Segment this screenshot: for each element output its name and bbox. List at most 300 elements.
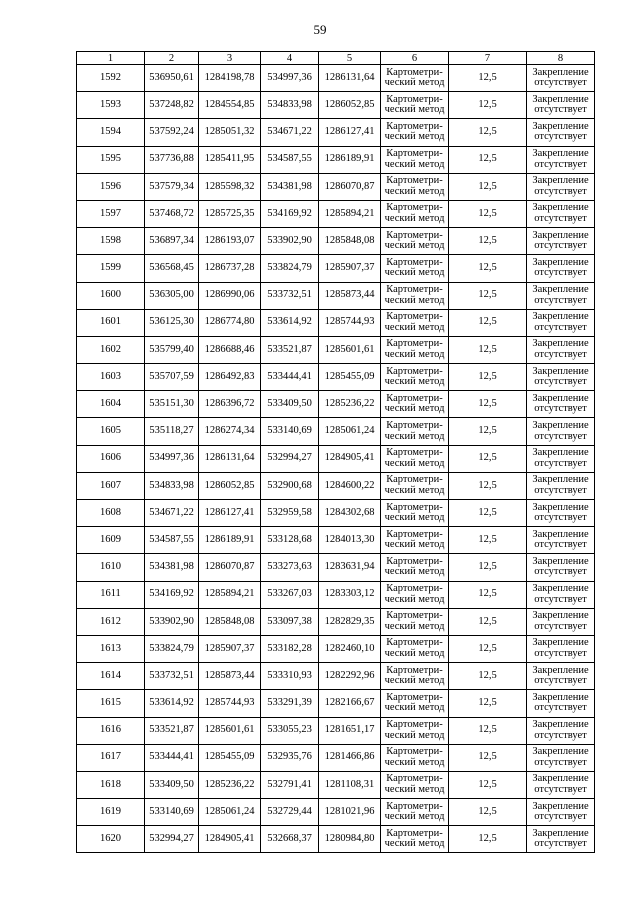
fixation-line: Закрепление bbox=[532, 746, 589, 758]
x2-cell: 534587,55 bbox=[261, 146, 319, 173]
method-line: Картометри- bbox=[386, 555, 443, 567]
fixation-line: Закрепление bbox=[532, 419, 589, 431]
method-line: Картометри- bbox=[386, 800, 443, 812]
method-line: Картометри- bbox=[386, 827, 443, 839]
point-number-cell: 1609 bbox=[77, 527, 145, 554]
accuracy-cell: 12,5 bbox=[449, 472, 527, 499]
accuracy-cell: 12,5 bbox=[449, 282, 527, 309]
y1-cell: 1286774,80 bbox=[199, 309, 261, 336]
fixation-cell bbox=[527, 173, 595, 200]
fixation-cell bbox=[527, 336, 595, 363]
fixation-line: Закрепление bbox=[532, 392, 589, 404]
fixation-line: отсутствует bbox=[534, 213, 587, 225]
x1-cell: 536568,45 bbox=[145, 255, 199, 282]
y1-cell: 1285894,21 bbox=[199, 581, 261, 608]
x1-cell: 537579,34 bbox=[145, 173, 199, 200]
fixation-line: отсутствует bbox=[534, 430, 587, 442]
fixation-cell bbox=[527, 65, 595, 92]
x1-cell: 535151,30 bbox=[145, 391, 199, 418]
x1-cell: 535118,27 bbox=[145, 418, 199, 445]
column-header: 2 bbox=[145, 52, 199, 65]
fixation-cell bbox=[527, 717, 595, 744]
accuracy-cell: 12,5 bbox=[449, 581, 527, 608]
y1-cell: 1286688,46 bbox=[199, 336, 261, 363]
fixation-line: Закрепление bbox=[532, 528, 589, 540]
method-line: ческий метод bbox=[384, 811, 445, 823]
x1-cell: 536125,30 bbox=[145, 309, 199, 336]
table-row bbox=[77, 228, 595, 255]
method-cell bbox=[381, 717, 449, 744]
y2-cell: 1286189,91 bbox=[319, 146, 381, 173]
y2-cell: 1285894,21 bbox=[319, 200, 381, 227]
point-number-cell: 1605 bbox=[77, 418, 145, 445]
point-number-cell: 1598 bbox=[77, 228, 145, 255]
table-row bbox=[77, 309, 595, 336]
fixation-line: отсутствует bbox=[534, 104, 587, 116]
method-cell bbox=[381, 771, 449, 798]
method-line: Картометри- bbox=[386, 175, 443, 187]
accuracy-cell: 12,5 bbox=[449, 826, 527, 853]
x2-cell: 532900,68 bbox=[261, 472, 319, 499]
fixation-line: отсутствует bbox=[534, 131, 587, 143]
table-row bbox=[77, 418, 595, 445]
method-line: ческий метод bbox=[384, 729, 445, 741]
y2-cell: 1282166,67 bbox=[319, 690, 381, 717]
table-row bbox=[77, 391, 595, 418]
fixation-line: отсутствует bbox=[534, 158, 587, 170]
x1-cell: 533902,90 bbox=[145, 608, 199, 635]
fixation-line: Закрепление bbox=[532, 583, 589, 595]
table-row bbox=[77, 282, 595, 309]
fixation-line: Закрепление bbox=[532, 311, 589, 323]
x2-cell: 532668,37 bbox=[261, 826, 319, 853]
table-row bbox=[77, 364, 595, 391]
fixation-line: отсутствует bbox=[534, 376, 587, 388]
table-row bbox=[77, 826, 595, 853]
method-line: ческий метод bbox=[384, 539, 445, 551]
y1-cell: 1286990,06 bbox=[199, 282, 261, 309]
fixation-line: Закрепление bbox=[532, 148, 589, 160]
column-header: 1 bbox=[77, 52, 145, 65]
point-number-cell: 1610 bbox=[77, 554, 145, 581]
method-cell bbox=[381, 255, 449, 282]
fixation-line: отсутствует bbox=[534, 321, 587, 333]
table-row bbox=[77, 635, 595, 662]
accuracy-cell: 12,5 bbox=[449, 92, 527, 119]
x2-cell: 533097,38 bbox=[261, 608, 319, 635]
y2-cell: 1281466,86 bbox=[319, 744, 381, 771]
accuracy-cell: 12,5 bbox=[449, 527, 527, 554]
accuracy-cell: 12,5 bbox=[449, 228, 527, 255]
fixation-cell bbox=[527, 799, 595, 826]
y2-cell: 1286131,64 bbox=[319, 65, 381, 92]
x1-cell: 534671,22 bbox=[145, 500, 199, 527]
column-header: 6 bbox=[381, 52, 449, 65]
fixation-cell bbox=[527, 663, 595, 690]
fixation-cell bbox=[527, 391, 595, 418]
y1-cell: 1286189,91 bbox=[199, 527, 261, 554]
method-line: ческий метод bbox=[384, 648, 445, 660]
x2-cell: 534671,22 bbox=[261, 119, 319, 146]
table-row bbox=[77, 717, 595, 744]
table-row bbox=[77, 336, 595, 363]
method-line: Картометри- bbox=[386, 392, 443, 404]
x1-cell: 533409,50 bbox=[145, 771, 199, 798]
y2-cell: 1285061,24 bbox=[319, 418, 381, 445]
method-cell bbox=[381, 554, 449, 581]
method-line: Картометри- bbox=[386, 202, 443, 214]
method-line: Картометри- bbox=[386, 664, 443, 676]
fixation-line: отсутствует bbox=[534, 620, 587, 632]
fixation-cell bbox=[527, 771, 595, 798]
y2-cell: 1283303,12 bbox=[319, 581, 381, 608]
method-line: ческий метод bbox=[384, 294, 445, 306]
method-line: ческий метод bbox=[384, 77, 445, 89]
accuracy-cell: 12,5 bbox=[449, 418, 527, 445]
column-header: 5 bbox=[319, 52, 381, 65]
fixation-line: отсутствует bbox=[534, 294, 587, 306]
method-cell bbox=[381, 336, 449, 363]
fixation-line: отсутствует bbox=[534, 185, 587, 197]
fixation-line: Закрепление bbox=[532, 256, 589, 268]
fixation-line: Закрепление bbox=[532, 773, 589, 785]
y2-cell: 1281651,17 bbox=[319, 717, 381, 744]
method-line: ческий метод bbox=[384, 756, 445, 768]
y1-cell: 1285455,09 bbox=[199, 744, 261, 771]
fixation-line: Закрепление bbox=[532, 637, 589, 649]
y2-cell: 1282292,96 bbox=[319, 663, 381, 690]
method-line: Картометри- bbox=[386, 501, 443, 513]
table-row bbox=[77, 608, 595, 635]
fixation-line: Закрепление bbox=[532, 691, 589, 703]
x1-cell: 537592,24 bbox=[145, 119, 199, 146]
method-line: ческий метод bbox=[384, 104, 445, 116]
y2-cell: 1284600,22 bbox=[319, 472, 381, 499]
table-row bbox=[77, 663, 595, 690]
y2-cell: 1280984,80 bbox=[319, 826, 381, 853]
table-row bbox=[77, 255, 595, 282]
point-number-cell: 1594 bbox=[77, 119, 145, 146]
x2-cell: 533128,68 bbox=[261, 527, 319, 554]
method-line: ческий метод bbox=[384, 838, 445, 850]
accuracy-cell: 12,5 bbox=[449, 717, 527, 744]
x1-cell: 534587,55 bbox=[145, 527, 199, 554]
fixation-cell bbox=[527, 500, 595, 527]
table-body bbox=[77, 65, 595, 853]
column-header: 4 bbox=[261, 52, 319, 65]
table-row bbox=[77, 92, 595, 119]
page-number: 59 bbox=[313, 22, 327, 37]
fixation-line: отсутствует bbox=[534, 240, 587, 252]
table-row bbox=[77, 472, 595, 499]
method-line: Картометри- bbox=[386, 773, 443, 785]
point-number-cell: 1597 bbox=[77, 200, 145, 227]
column-header: 3 bbox=[199, 52, 261, 65]
x1-cell: 537248,82 bbox=[145, 92, 199, 119]
method-line: ческий метод bbox=[384, 566, 445, 578]
fixation-line: Закрепление bbox=[532, 284, 589, 295]
accuracy-cell: 12,5 bbox=[449, 771, 527, 798]
y1-cell: 1285236,22 bbox=[199, 771, 261, 798]
point-number-cell: 1600 bbox=[77, 282, 145, 309]
fixation-cell bbox=[527, 418, 595, 445]
table-row bbox=[77, 200, 595, 227]
method-cell bbox=[381, 608, 449, 635]
fixation-line: отсутствует bbox=[534, 566, 587, 578]
method-line: Картометри- bbox=[386, 691, 443, 703]
method-cell bbox=[381, 826, 449, 853]
accuracy-cell: 12,5 bbox=[449, 173, 527, 200]
method-cell bbox=[381, 309, 449, 336]
fixation-line: Закрепление bbox=[532, 827, 589, 839]
method-line: Картометри- bbox=[386, 120, 443, 132]
y1-cell: 1286052,85 bbox=[199, 472, 261, 499]
y1-cell: 1286131,64 bbox=[199, 445, 261, 472]
fixation-line: отсутствует bbox=[534, 783, 587, 795]
method-line: Картометри- bbox=[386, 256, 443, 268]
y2-cell: 1286070,87 bbox=[319, 173, 381, 200]
method-line: ческий метод bbox=[384, 376, 445, 388]
method-line: Картометри- bbox=[386, 474, 443, 486]
y2-cell: 1285873,44 bbox=[319, 282, 381, 309]
accuracy-cell: 12,5 bbox=[449, 336, 527, 363]
method-cell bbox=[381, 228, 449, 255]
x2-cell: 532935,76 bbox=[261, 744, 319, 771]
point-number-cell: 1606 bbox=[77, 445, 145, 472]
fixation-line: отсутствует bbox=[534, 539, 587, 551]
x1-cell: 533444,41 bbox=[145, 744, 199, 771]
x1-cell: 536950,61 bbox=[145, 65, 199, 92]
y2-cell: 1285236,22 bbox=[319, 391, 381, 418]
x2-cell: 533291,39 bbox=[261, 690, 319, 717]
point-number-cell: 1612 bbox=[77, 608, 145, 635]
table-row bbox=[77, 581, 595, 608]
y2-cell: 1284905,41 bbox=[319, 445, 381, 472]
method-line: Картометри- bbox=[386, 528, 443, 540]
fixation-line: Закрепление bbox=[532, 120, 589, 132]
method-line: ческий метод bbox=[384, 158, 445, 170]
x2-cell: 533614,92 bbox=[261, 309, 319, 336]
method-line: ческий метод bbox=[384, 430, 445, 442]
x1-cell: 533140,69 bbox=[145, 799, 199, 826]
y1-cell: 1285061,24 bbox=[199, 799, 261, 826]
fixation-line: отсутствует bbox=[534, 348, 587, 360]
x2-cell: 533140,69 bbox=[261, 418, 319, 445]
point-number-cell: 1601 bbox=[77, 309, 145, 336]
y2-cell: 1283631,94 bbox=[319, 554, 381, 581]
table-row bbox=[77, 65, 595, 92]
x2-cell: 533444,41 bbox=[261, 364, 319, 391]
method-line: ческий метод bbox=[384, 403, 445, 415]
fixation-cell bbox=[527, 744, 595, 771]
method-cell bbox=[381, 282, 449, 309]
table-row bbox=[77, 445, 595, 472]
y2-cell: 1282460,10 bbox=[319, 635, 381, 662]
fixation-line: Закрепление bbox=[532, 365, 589, 377]
method-line: ческий метод bbox=[384, 457, 445, 469]
x2-cell: 532959,58 bbox=[261, 500, 319, 527]
x2-cell: 532791,41 bbox=[261, 771, 319, 798]
y2-cell: 1286127,41 bbox=[319, 119, 381, 146]
fixation-line: Закрепление bbox=[532, 338, 589, 350]
y2-cell: 1285744,93 bbox=[319, 309, 381, 336]
y1-cell: 1285848,08 bbox=[199, 608, 261, 635]
header-row bbox=[77, 52, 595, 65]
x2-cell: 533824,79 bbox=[261, 255, 319, 282]
accuracy-cell: 12,5 bbox=[449, 744, 527, 771]
y2-cell: 1285601,61 bbox=[319, 336, 381, 363]
x1-cell: 534169,92 bbox=[145, 581, 199, 608]
accuracy-cell: 12,5 bbox=[449, 65, 527, 92]
method-cell bbox=[381, 472, 449, 499]
fixation-line: отсутствует bbox=[534, 811, 587, 823]
x1-cell: 535707,59 bbox=[145, 364, 199, 391]
accuracy-cell: 12,5 bbox=[449, 255, 527, 282]
fixation-cell bbox=[527, 364, 595, 391]
point-number-cell: 1604 bbox=[77, 391, 145, 418]
y1-cell: 1284554,85 bbox=[199, 92, 261, 119]
fixation-cell bbox=[527, 445, 595, 472]
method-line: ческий метод bbox=[384, 185, 445, 197]
table-row bbox=[77, 744, 595, 771]
accuracy-cell: 12,5 bbox=[449, 608, 527, 635]
y1-cell: 1285907,37 bbox=[199, 635, 261, 662]
point-number-cell: 1619 bbox=[77, 799, 145, 826]
y1-cell: 1286737,28 bbox=[199, 255, 261, 282]
accuracy-cell: 12,5 bbox=[449, 690, 527, 717]
method-cell bbox=[381, 799, 449, 826]
x1-cell: 534381,98 bbox=[145, 554, 199, 581]
accuracy-cell: 12,5 bbox=[449, 635, 527, 662]
fixation-line: Закрепление bbox=[532, 93, 589, 105]
fixation-line: отсутствует bbox=[534, 756, 587, 768]
point-number-cell: 1614 bbox=[77, 663, 145, 690]
y1-cell: 1285873,44 bbox=[199, 663, 261, 690]
point-number-cell: 1607 bbox=[77, 472, 145, 499]
x2-cell: 534381,98 bbox=[261, 173, 319, 200]
point-number-cell: 1620 bbox=[77, 826, 145, 853]
table-row bbox=[77, 799, 595, 826]
y1-cell: 1285411,95 bbox=[199, 146, 261, 173]
fixation-line: отсутствует bbox=[534, 484, 587, 496]
fixation-cell bbox=[527, 581, 595, 608]
x2-cell: 532729,44 bbox=[261, 799, 319, 826]
accuracy-cell: 12,5 bbox=[449, 799, 527, 826]
method-cell bbox=[381, 527, 449, 554]
point-number-cell: 1595 bbox=[77, 146, 145, 173]
fixation-line: отсутствует bbox=[534, 838, 587, 850]
y1-cell: 1286127,41 bbox=[199, 500, 261, 527]
x2-cell: 534833,98 bbox=[261, 92, 319, 119]
point-number-cell: 1615 bbox=[77, 690, 145, 717]
x2-cell: 533273,63 bbox=[261, 554, 319, 581]
method-line: Картометри- bbox=[386, 338, 443, 350]
y1-cell: 1285598,32 bbox=[199, 173, 261, 200]
fixation-line: отсутствует bbox=[534, 648, 587, 660]
method-cell bbox=[381, 65, 449, 92]
x1-cell: 534833,98 bbox=[145, 472, 199, 499]
method-line: ческий метод bbox=[384, 484, 445, 496]
table-row bbox=[77, 690, 595, 717]
method-cell bbox=[381, 418, 449, 445]
method-cell bbox=[381, 364, 449, 391]
fixation-line: Закрепление bbox=[532, 555, 589, 567]
point-number-cell: 1599 bbox=[77, 255, 145, 282]
x2-cell: 533267,03 bbox=[261, 581, 319, 608]
point-number-cell: 1592 bbox=[77, 65, 145, 92]
column-header: 8 bbox=[527, 52, 595, 65]
accuracy-cell: 12,5 bbox=[449, 445, 527, 472]
fixation-line: отсутствует bbox=[534, 512, 587, 524]
y2-cell: 1285907,37 bbox=[319, 255, 381, 282]
x2-cell: 533055,23 bbox=[261, 717, 319, 744]
x2-cell: 533521,87 bbox=[261, 336, 319, 363]
y1-cell: 1284905,41 bbox=[199, 826, 261, 853]
method-line: ческий метод bbox=[384, 240, 445, 252]
table-row bbox=[77, 500, 595, 527]
table-row bbox=[77, 119, 595, 146]
fixation-line: отсутствует bbox=[534, 403, 587, 415]
fixation-line: отсутствует bbox=[534, 267, 587, 279]
table-row bbox=[77, 771, 595, 798]
point-number-cell: 1616 bbox=[77, 717, 145, 744]
method-line: Картометри- bbox=[386, 419, 443, 431]
fixation-line: отсутствует bbox=[534, 702, 587, 714]
table-row bbox=[77, 146, 595, 173]
y1-cell: 1286492,83 bbox=[199, 364, 261, 391]
accuracy-cell: 12,5 bbox=[449, 200, 527, 227]
x1-cell: 537468,72 bbox=[145, 200, 199, 227]
method-cell bbox=[381, 391, 449, 418]
point-number-cell: 1593 bbox=[77, 92, 145, 119]
fixation-cell bbox=[527, 635, 595, 662]
fixation-cell bbox=[527, 146, 595, 173]
fixation-cell bbox=[527, 472, 595, 499]
fixation-cell bbox=[527, 119, 595, 146]
point-number-cell: 1596 bbox=[77, 173, 145, 200]
y2-cell: 1281021,96 bbox=[319, 799, 381, 826]
accuracy-cell: 12,5 bbox=[449, 500, 527, 527]
x2-cell: 534997,36 bbox=[261, 65, 319, 92]
fixation-line: Закрепление bbox=[532, 610, 589, 622]
method-cell bbox=[381, 581, 449, 608]
point-number-cell: 1618 bbox=[77, 771, 145, 798]
accuracy-cell: 12,5 bbox=[449, 391, 527, 418]
fixation-line: отсутствует bbox=[534, 593, 587, 605]
method-line: ческий метод bbox=[384, 593, 445, 605]
method-line: ческий метод bbox=[384, 267, 445, 279]
x1-cell: 537736,88 bbox=[145, 146, 199, 173]
point-number-cell: 1603 bbox=[77, 364, 145, 391]
fixation-line: Закрепление bbox=[532, 501, 589, 513]
y2-cell: 1285455,09 bbox=[319, 364, 381, 391]
fixation-cell bbox=[527, 309, 595, 336]
method-cell bbox=[381, 119, 449, 146]
x1-cell: 533732,51 bbox=[145, 663, 199, 690]
fixation-line: Закрепление bbox=[532, 175, 589, 187]
coordinates-table bbox=[76, 51, 595, 853]
y1-cell: 1284198,78 bbox=[199, 65, 261, 92]
table-row bbox=[77, 554, 595, 581]
method-cell bbox=[381, 146, 449, 173]
method-line: ческий метод bbox=[384, 348, 445, 360]
x1-cell: 536897,34 bbox=[145, 228, 199, 255]
fixation-line: Закрепление bbox=[532, 66, 589, 78]
y1-cell: 1286070,87 bbox=[199, 554, 261, 581]
fixation-cell bbox=[527, 826, 595, 853]
y1-cell: 1285601,61 bbox=[199, 717, 261, 744]
y1-cell: 1286193,07 bbox=[199, 228, 261, 255]
